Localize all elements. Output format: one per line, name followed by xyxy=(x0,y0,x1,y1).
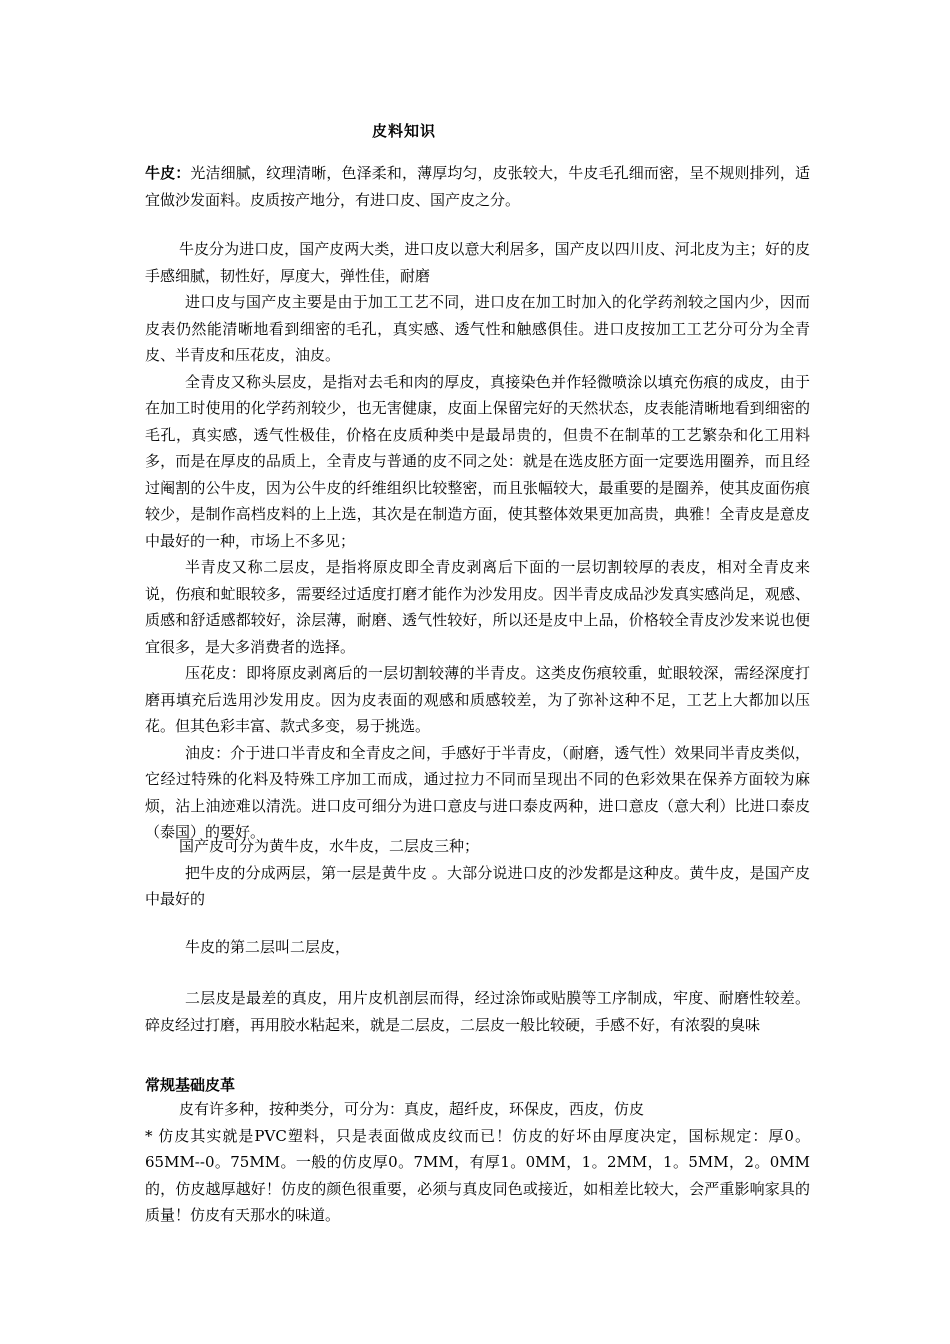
body-section-3 xyxy=(145,934,810,961)
page-title: 皮料知识 xyxy=(372,122,437,140)
cowhide-label: 牛皮： xyxy=(145,164,191,182)
paragraph-second-layer: 牛皮的第二层叫二层皮， xyxy=(185,938,351,956)
paragraph-half-grain: 半青皮又称二层皮，是指将原皮即全青皮剥离后下面的一层切割较厚的表皮，相对全青皮来说，伤痕和虻眼较多，需要经过适度打磨才能作为沙发用皮。因半青皮成品沙发真实感尚足，观感、质感和舒适感都较好，涂层薄，耐磨、透气性较好，所以还是皮中上品，价格较全青皮沙发来说也便宜很多，是大多消费者的选择。 xyxy=(145,558,810,656)
section-heading: 常规基础皮革 xyxy=(145,1076,236,1094)
paragraph-oil-leather: 油皮：介于进口半青皮和全青皮之间，手感好于半青皮，（耐磨，透气性）效果同半青皮类似，它经过特殊的化料及特殊工序加工而成，通过拉力不同而呈现出不同的色彩效果在保养方面较为麻烦，沾上油迹难以清洗。进口皮可细分为进口意皮与进口泰皮两种，进口意皮（意大利）比进口泰皮（泰国）的要好。 xyxy=(145,743,810,841)
paragraph-yellow-cowhide: 把牛皮的分成两层，第一层是黄牛皮 。大部分说进口皮的沙发都是这种皮。黄牛皮，是国产皮中最好的 xyxy=(145,863,810,908)
paragraph-faux-leather: * 仿皮其实就是PVC塑料，只是表面做成皮纹而已！仿皮的好坏由厚度决定，国标规定：厚0。65MM--0。75MM。一般的仿皮厚0。7MM，有厚1。0MM，1。2MM，1。5MM，2。0MM的，仿皮越厚越好！仿皮的颜色很重要，必须与真皮同色或接近，如相差比较大，会严重影响家具的质量！仿皮有天那水的味道。 xyxy=(145,1126,810,1224)
cowhide-text: 光洁细腻，纹理清晰，色泽柔和，薄厚均匀，皮张较大，牛皮毛孔细而密，呈不规则排列，适宜做沙发面料。皮质按产地分，有进口皮、国产皮之分。 xyxy=(145,164,810,209)
paragraph-split-leather: 二层皮是最差的真皮，用片皮机剖层而得，经过涂饰或贴膜等工序制成，牢度、耐磨性较差。碎皮经过打磨，再用胶水粘起来，就是二层皮，二层皮一般比较硬，手感不好，有浓裂的臭味 xyxy=(145,989,810,1034)
paragraph-domestic-types: 国产皮可分为黄牛皮，水牛皮，二层皮三种； xyxy=(179,837,480,855)
paragraph-embossed: 压花皮：即将原皮剥离后的一层切割较薄的半青皮。这类皮伤痕较重，虻眼较深，需经深度打磨再填充后选用沙发用皮。因为皮表面的观感和质感较差，为了弥补这种不足，工艺上大都加以压花。但其色彩丰富、款式多变，易于挑选。 xyxy=(145,664,810,735)
paragraph-leather-types: 皮有许多种，按种类分，可分为：真皮，超纤皮，环保皮，西皮，仿皮 xyxy=(179,1100,645,1118)
paragraph-process-difference: 进口皮与国产皮主要是由于加工工艺不同，进口皮在加工时加入的化学药剂较之国内少，因而皮表仍然能清晰地看到细密的毛孔，真实感、透气性和触感俱佳。进口皮按加工工艺分可分为全青皮、半青皮和压花皮，油皮。 xyxy=(145,293,810,364)
paragraph-import-domestic: 牛皮分为进口皮，国产皮两大类，进口皮以意大利居多，国产皮以四川皮、河北皮为主；好的皮手感细腻，韧性好，厚度大，弹性佳，耐磨 xyxy=(145,240,810,285)
paragraph-full-grain: 全青皮又称头层皮，是指对去毛和肉的厚皮，真接染色并作轻微喷涂以填充伤痕的成皮，由于在加工时使用的化学药剂较少，也无害健康，皮面上保留完好的天然状态，皮表能清晰地看到细密的毛孔，真实感，透气性极佳，价格在皮质种类中是最昂贵的，但贵不在制革的工艺繁杂和化工用料多，而是在厚皮的品质上，全青皮与普通的皮不同之处：就是在选皮胚方面一定要选用圈养，而且经过阉割的公牛皮，因为公牛皮的纤维组织比较整密，而且张幅较大，最重要的是圈养，使其皮面伤痕较少，是制作高档皮料的上上选，其次是在制造方面，使其整体效果更加高贵，典雅！全青皮是意皮中最好的一种，市场上不多见； xyxy=(145,372,810,550)
body-section-4 xyxy=(145,985,810,1038)
body-section-2 xyxy=(145,833,810,913)
cowhide-intro xyxy=(145,160,810,213)
body-section-5 xyxy=(145,1096,810,1229)
body-section-1 xyxy=(145,236,810,846)
